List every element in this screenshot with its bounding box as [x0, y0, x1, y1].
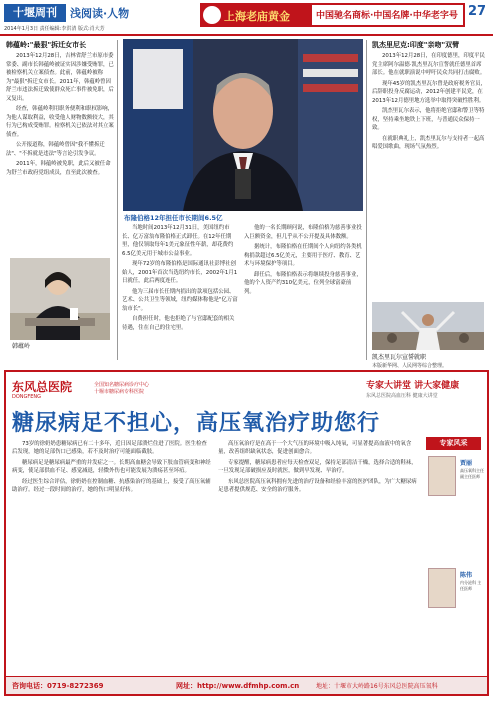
- expert-avatar: [428, 456, 456, 496]
- hospital-advertorial: [4, 370, 489, 696]
- right-photo-caption: 凯杰里瓦尔宣誓就职: [372, 354, 427, 361]
- expert-desc: 内分泌科 主任医师: [460, 580, 482, 591]
- advert-footer: [6, 676, 487, 694]
- right-paragraph: 在就职典礼上，凯杰里瓦尔与支持者一起高唱爱国歌曲，现场气氛热烈。: [372, 135, 485, 150]
- center-paragraph: 他为三届市长任期内捐出的款项包括公园、艺术、公共卫生等领域，纽约媒体称他是"亿万富翁市长"。: [122, 288, 238, 312]
- expert-name: 陈伟: [460, 572, 473, 579]
- center-right-paragraph: 他的一名长期顾问说，布隆伯格为慈善事业投入巨额资金，但几乎从不公开提及具体数额。: [244, 225, 362, 240]
- advert-brand: 上海老庙黄金: [224, 10, 290, 23]
- advert-slogan: 中国驰名商标·中国名牌·中华老字号: [316, 11, 458, 21]
- masthead: [0, 0, 493, 36]
- hospital-line: 十堰市糖尿病专科医院: [94, 389, 145, 395]
- expert-avatar: [428, 568, 456, 608]
- advert-phone: 咨询电话：0719-8272369: [12, 682, 104, 690]
- advert-paragraph: 专家提醒，糖尿病患者应每天检查双足，保持足部清洁干燥，选择合适的鞋袜，一旦发现足部破损应及时就医，做到早发现、早治疗。: [218, 459, 417, 475]
- advert-headline: 糖尿病足不担心，高压氧治疗助您行: [12, 411, 381, 436]
- left-paragraph: 公开报道称，韩蕴岭曾因"我不懂拆迁法"、"不拆就是违法"等言论引发争议。: [6, 142, 105, 157]
- center-paragraph: 自费担任时，他也拒绝了与官邸配套的相关待遇，住在自己的住宅里。: [122, 316, 235, 331]
- column-divider: [366, 40, 367, 360]
- advert-address: 地址：十堰市大岭路16号东风总医院高压氧科: [316, 683, 438, 690]
- advert-paragraph: 经过医生综合评估，徐奶奶在控制血糖、抗感染治疗的基础上，接受了高压氧辅助治疗。经过一段时间的治疗，她的伤口明显好转。: [12, 478, 211, 494]
- advert-right-column: [218, 440, 420, 672]
- expert-card: [428, 456, 484, 536]
- date-line: 2014年1月3日 责任编辑:李洪清 版式:肖大芳: [4, 26, 105, 32]
- advert-paragraph: 高压氧治疗是在高于一个大气压的环境中吸入纯氧，可显著提高血液中的氧含量，改善组织缺氧状态，促进创面愈合。: [218, 441, 412, 456]
- right-paragraph: 现年45岁的凯杰里瓦尔曾是政府税务官员，后辞职投身反腐运动，2012年创建平民党，在2013年12月德里地方选举中取得突破性胜利。: [372, 80, 486, 104]
- expert-card: [428, 568, 484, 648]
- page-number: 27: [468, 4, 487, 19]
- center-right-paragraph: 卸任后，布隆伯格表示将继续投身慈善事业，他的个人资产约310亿美元，位列全球富豪前列。: [244, 271, 362, 295]
- hospital-logo: 东风总医院: [12, 380, 73, 394]
- center-paragraph: 当地时间2013年12月31日，美国纽约市长、亿万富翁布隆伯格正式卸任。在12年任期里，他仅领取每年1美元象征性年薪，却花费约6.5亿美元用于城市公益事业。: [122, 225, 234, 257]
- expert-desc: 高压氧科主任 副主任医师: [460, 468, 484, 479]
- section-title: 浅阅读·人物: [70, 7, 130, 20]
- left-paragraph: 2013年12月28日，吉林省舒兰市原市委常委、副市长韩蕴岭被证实因涉嫌受贿罪，已被检察机关立案侦查。此前，韩蕴岭被称为"最狠"拆迁女市长。2011年，韩蕴岭曾因舒兰市违法拆迁致使群众死亡事件被免职，后又复出。: [6, 53, 114, 102]
- left-headline: 韩蕴岭:"最狠"拆迁女市长: [6, 41, 87, 49]
- left-paragraph: 经查，韩蕴岭利用职务便利和职权影响，为他人谋取利益，收受他人财物数额较大，其行为已构成受贿罪。检察机关已依法对其立案侦查。: [6, 106, 114, 138]
- masthead-advert: [200, 3, 465, 27]
- advert-paragraph: 东风总医院高压氧科拥有先进的治疗设备和经验丰富的医护团队，为广大糖尿病足患者提供规范、安全的治疗服务。: [218, 478, 417, 494]
- right-article: [372, 40, 486, 298]
- advert-website[interactable]: 网址：http://www.dfmhp.com.cn: [176, 682, 300, 690]
- left-article: [6, 40, 114, 255]
- advert-paragraph: 73岁的徐奶奶患糖尿病已有二十多年，近日因足部溃烂住进了医院。医生检查后发现，她的足部伤口已感染，若不及时治疗可能面临截肢。: [12, 441, 207, 456]
- paper-logo: 十堰周刊: [4, 4, 66, 22]
- advert-paragraph: 糖尿病足是糖尿病最严重的并发症之一。长期高血糖会导致下肢血管病变和神经病变，使足部供血不足、感觉减退，轻微外伤也可能发展为溃疡甚至坏疽。: [12, 459, 211, 475]
- side-photo-caption: 韩蕴岭: [12, 343, 31, 350]
- left-paragraph: 2011年，韩蕴岭被免职，此后又被任命为舒兰市政府党组成员，直至此次被查。: [6, 161, 111, 176]
- woman-official-photo: [10, 258, 110, 340]
- hospital-logo-sub: DONGFENG: [12, 394, 42, 400]
- seal-icon: [203, 6, 221, 24]
- right-headline: 凯杰里尼克:印度"亲吻"双臂: [372, 41, 460, 49]
- source-footnote: 本版新华网、人民网等综合整理。: [372, 363, 448, 369]
- center-right-paragraph: 据统计，布隆伯格在任期间个人向纽约各类机构捐款超过6.5亿美元，主要用于医疗、教育、艺术与环境保护等项目。: [244, 244, 362, 267]
- hospital-line: 全国知名糖尿病诊疗中心: [94, 382, 150, 388]
- column-divider: [117, 40, 118, 360]
- advert-left-column: [12, 440, 212, 672]
- expert-section-tag: 专家风采: [426, 437, 481, 450]
- center-right-article: [244, 224, 362, 364]
- expert-name: 贾丽: [460, 460, 473, 467]
- center-article: [122, 224, 238, 364]
- advert-tagline: 专家大讲堂 讲大家健康: [366, 381, 460, 391]
- center-paragraph: 现年72岁的布隆伯格是国际通讯社彭博社创始人，2001年首次当选纽约市长，2002年1月1日就任，此后两度连任。: [122, 261, 238, 284]
- main-photo-caption: 布隆伯格12年担任市长期间6.5亿: [124, 214, 223, 222]
- right-paragraph: 凯杰里瓦尔表示，他将拒绝官邸和警卫等特权，坚持乘坐地铁上下班，与普通民众保持一致。: [372, 108, 485, 131]
- right-paragraph: 2013年12月28日，在印度德里，印度平民党主席阿尔温德·凯杰里瓦尔宣誓就任德里首席部长。他在就职演说中呼吁民众共同打击腐败。: [372, 53, 486, 76]
- kejriwal-photo: [372, 302, 484, 350]
- bloomberg-photo: [123, 39, 363, 211]
- hospital-description: [94, 382, 149, 396]
- advert-tagline-sub: 东风总医院高血压科 健康大讲堂: [366, 393, 438, 399]
